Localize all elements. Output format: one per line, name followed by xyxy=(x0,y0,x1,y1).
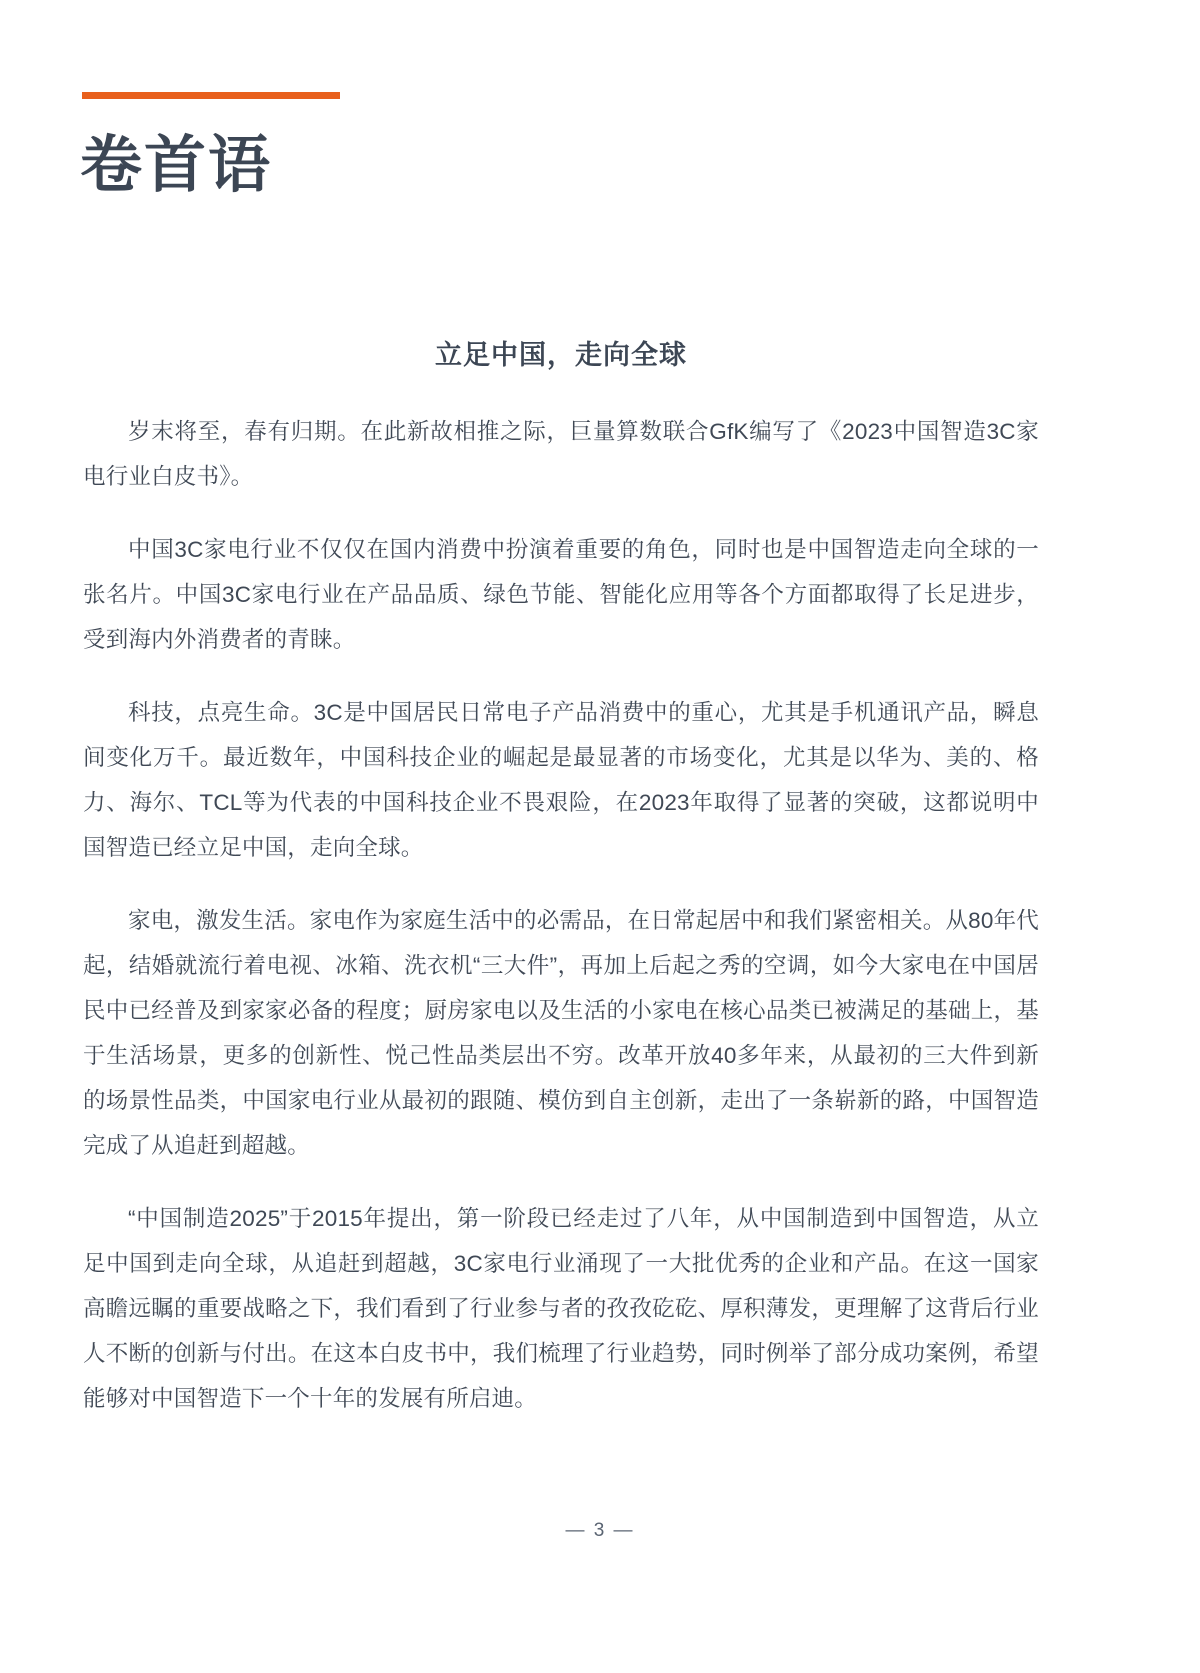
article-title: 立足中国，走向全球 xyxy=(435,340,687,370)
paragraph: 家电，激发生活。家电作为家庭生活中的必需品，在日常起居中和我们紧密相关。从80年代起，结婚就流行着电视、冰箱、洗衣机“三大件”，再加上后起之秀的空调，如今大家电在中国居民中已经普及到家家必备的程度；厨房家电以及生活的小家电在核心品类已被满足的基础上，基于生活场景，更多的创新性、悦己性品类层出不穷。改革开放40多年来，从最初的三大件到新的场景性品类，中国家电行业从最初的跟随、模仿到自主创新，走出了一条崭新的路，中国智造完成了从追赶到超越。 xyxy=(83,908,1039,1159)
paragraph: 岁末将至，春有归期。在此新故相推之际，巨量算数联合GfK编写了《2023中国智造3C家电行业白皮书》。 xyxy=(83,419,1039,490)
paragraph: 科技，点亮生命。3C是中国居民日常电子产品消费中的重心，尤其是手机通讯产品，瞬息间变化万千。最近数年，中国科技企业的崛起是最显著的市场变化，尤其是以华为、美的、格力、海尔、TCL等为代表的中国科技企业不畏艰险，在2023年取得了显著的突破，这都说明中国智造已经立足中国，走向全球。 xyxy=(83,700,1039,861)
paragraph: 中国3C家电行业不仅仅在国内消费中扮演着重要的角色，同时也是中国智造走向全球的一张名片。中国3C家电行业在产品品质、绿色节能、智能化应用等各个方面都取得了长足进步，受到海内外消费者的青睐。 xyxy=(83,537,1039,653)
paragraph: “中国制造2025”于2015年提出，第一阶段已经走过了八年，从中国制造到中国智造，从立足中国到走向全球，从追赶到超越，3C家电行业涌现了一大批优秀的企业和产品。在这一国家高瞻远瞩的重要战略之下，我们看到了行业参与者的孜孜矻矻、厚积薄发，更理解了这背后行业人不断的创新与付出。在这本白皮书中，我们梳理了行业趋势，同时例举了部分成功案例，希望能够对中国智造下一个十年的发展有所启迪。 xyxy=(83,1206,1039,1412)
page-title: 卷首语 xyxy=(80,131,273,200)
accent-rule xyxy=(82,92,340,99)
page-number-footer: — 3 — xyxy=(565,1520,635,1541)
article-body xyxy=(83,338,1039,1421)
